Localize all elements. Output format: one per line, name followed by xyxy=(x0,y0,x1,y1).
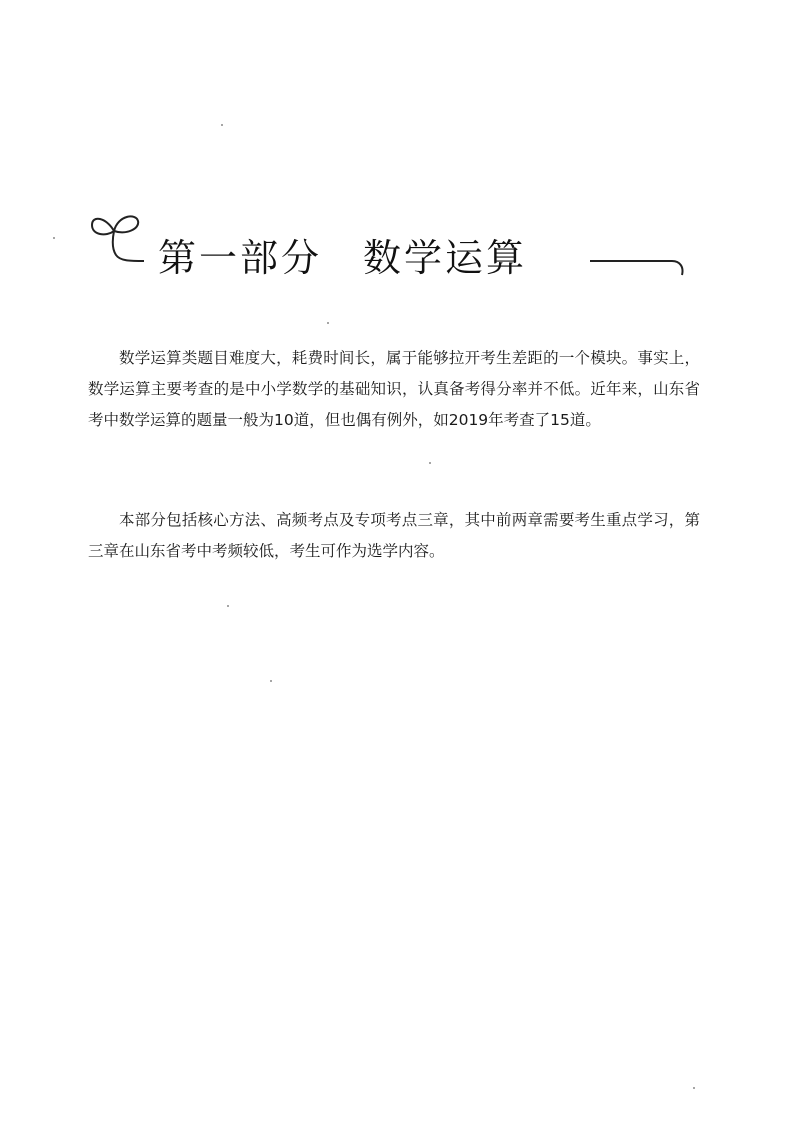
part-heading xyxy=(84,205,694,295)
scan-speck xyxy=(429,462,431,464)
scan-speck xyxy=(221,124,223,126)
page-title: 第一部分 数学运算 xyxy=(154,235,531,281)
paragraph-text: 数学运算类题目难度大，耗费时间长，属于能够拉开考生差距的一个模块。事实上，数学运算主要考查的是中小学数学的基础知识，认真备考得分率并不低。近年来，山东省考中数学运算的题量一般为10道，但也偶有例外，如2019年考查了15道。 xyxy=(88,349,700,429)
scan-speck xyxy=(53,237,55,239)
scan-speck xyxy=(327,322,329,324)
scan-speck xyxy=(693,1087,695,1089)
scan-speck xyxy=(227,605,229,607)
scan-speck xyxy=(270,680,272,682)
intro-paragraph xyxy=(88,343,700,436)
paragraph-text: 本部分包括核心方法、高频考点及专项考点三章，其中前两章需要考生重点学习，第三章在山东省考中考频较低，考生可作为选学内容。 xyxy=(88,511,700,560)
scope-paragraph xyxy=(88,505,700,567)
